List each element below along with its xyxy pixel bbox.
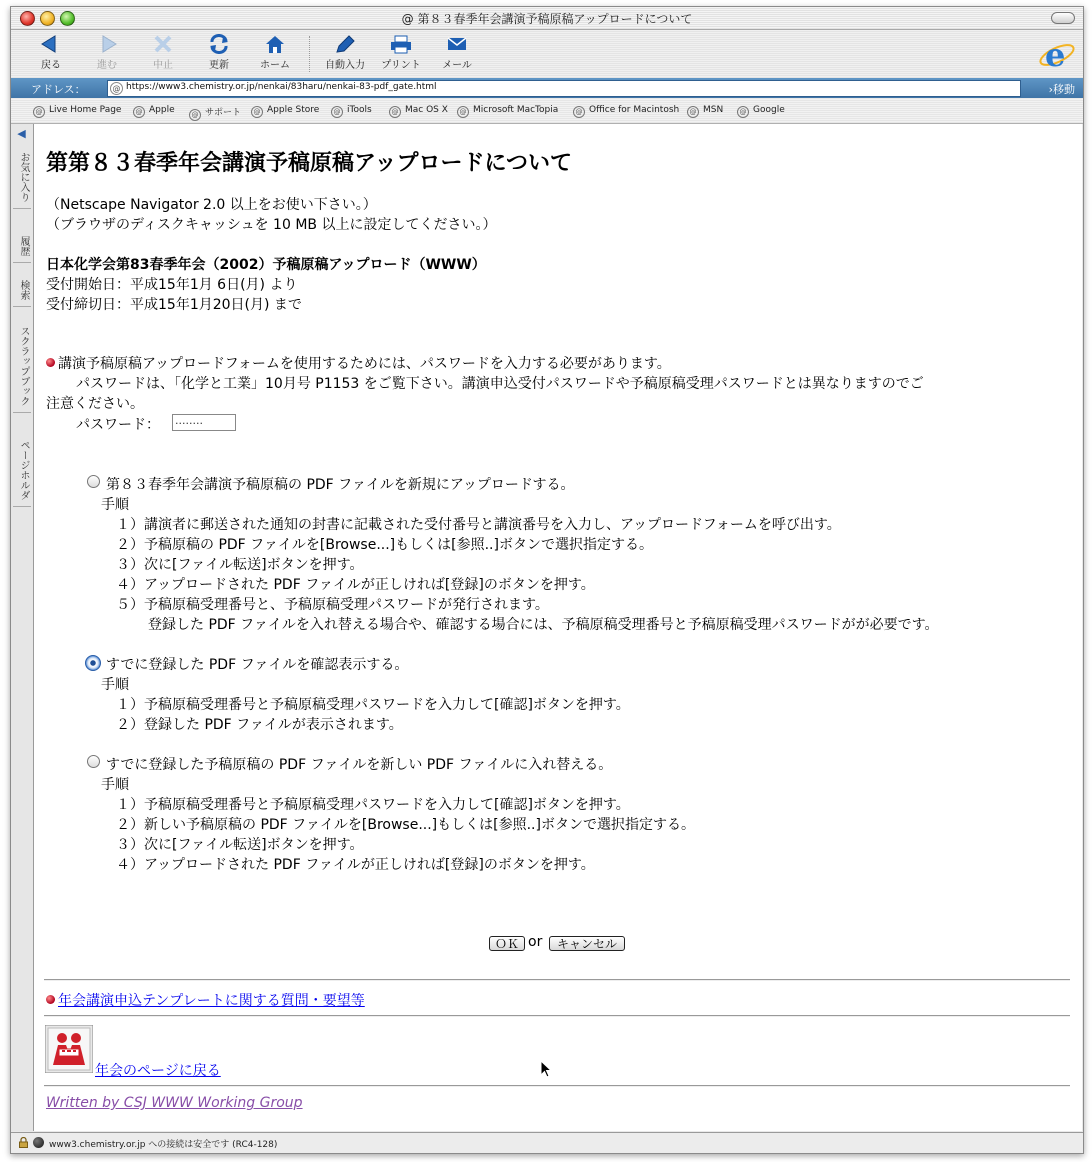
page-title: 第第８３春季年会講演予稿原稿アップロードについて — [46, 151, 573, 176]
autofill-button[interactable] — [315, 34, 375, 71]
password-detail: パスワードは、「化学と工業」10月号 P1153 をご覧下さい。講演申込受付パスワードや予稿原稿受理パスワードとは異なりますのでご — [76, 376, 924, 392]
option3-steps-title: 手順 — [101, 777, 129, 793]
forward-button[interactable] — [77, 34, 137, 71]
favorite-item[interactable] — [687, 105, 723, 118]
refresh-icon — [207, 34, 231, 54]
favorite-item[interactable] — [33, 105, 121, 118]
favorite-page-icon: @ — [389, 106, 401, 118]
status-bar — [11, 1132, 1083, 1154]
home-icon — [263, 34, 287, 54]
favorite-label: Apple — [149, 105, 175, 115]
option2-step: ２）登録した PDF ファイルが表示されます。 — [116, 717, 403, 733]
option3-step: ４）アップロードされた PDF ファイルが正しければ[登録]のボタンを押す。 — [116, 857, 595, 873]
option-replace-file-label[interactable]: すでに登録した予稿原稿の PDF ファイルを新しい PDF ファイルに入れ替える。 — [106, 757, 613, 773]
title-bar[interactable] — [11, 7, 1083, 30]
ok-button[interactable]: ＯＫ — [489, 936, 525, 951]
refresh-button[interactable] — [189, 34, 249, 71]
favorite-item[interactable] — [457, 105, 558, 118]
sidebar-tab-history[interactable]: 履歴 — [13, 236, 31, 263]
address-input[interactable] — [107, 80, 1021, 97]
footer-item — [46, 1095, 303, 1111]
favorite-item[interactable] — [331, 105, 372, 118]
back-to-meeting-item — [95, 1060, 221, 1080]
favorite-page-icon: @ — [33, 106, 45, 118]
password-intro-text: 講演予稿原稿アップロードフォームを使用するためには、パスワードを入力する必要があります。 — [58, 356, 671, 372]
refresh-label: 更新 — [209, 60, 229, 71]
csj-logo-icon[interactable] — [45, 1025, 93, 1073]
cache-note: （ブラウザのディスクキャッシュを 10 MB 以上に設定してください。） — [46, 217, 497, 233]
address-url[interactable]: https://www3.chemistry.or.jp/nenkai/83haru/nenkai-83-pdf_gate.html — [126, 82, 437, 92]
go-arrow-icon: › — [1048, 83, 1053, 96]
favorite-item[interactable] — [189, 105, 241, 121]
password-intro — [46, 353, 671, 373]
option1-step: ２）予稿原稿の PDF ファイルを[Browse...]もしくは[参照..]ボタンで選択指定する。 — [116, 537, 653, 553]
address-label: アドレス： — [31, 83, 86, 96]
internet-explorer-logo-icon — [1037, 34, 1077, 74]
forward-label: 進む — [97, 60, 117, 71]
favorite-item[interactable] — [389, 105, 448, 118]
favorite-page-icon: @ — [687, 106, 699, 118]
back-button[interactable] — [21, 34, 81, 71]
window-title: @ 第８３春季年会講演予稿原稿アップロードについて — [401, 12, 693, 26]
status-text: www3.chemistry.or.jp への接続は安全です (RC4-128) — [49, 1140, 278, 1150]
favorite-item[interactable] — [133, 105, 175, 118]
start-date: 受付開始日：平成15年1月 6日(月) より — [46, 277, 298, 293]
explorer-sidebar — [11, 124, 34, 1131]
autofill-pen-icon — [333, 34, 357, 54]
favorite-page-icon: @ — [331, 106, 343, 118]
print-label: プリント — [381, 60, 421, 71]
sidebar-tab-scrapbook[interactable]: スクラップブック — [13, 326, 31, 413]
radio-replace-file[interactable] — [87, 755, 100, 768]
password-detail-cont: 注意ください。 — [46, 396, 144, 412]
option1-step: ５）予稿原稿受理番号と、予稿原稿受理パスワードが発行されます。 — [116, 597, 549, 613]
option3-step: １）予稿原稿受理番号と予稿原稿受理パスワードを入力して[確認]ボタンを押す。 — [116, 797, 630, 813]
option1-step-extra: 登録した PDF ファイルを入れ替える場合や、確認する場合には、予稿原稿受理番号と予稿原稿受理パスワードがが必要です。 — [148, 617, 939, 633]
sidebar-tab-page-holder[interactable]: ページホルダ — [13, 440, 31, 507]
mouse-cursor-icon — [540, 1060, 552, 1078]
favorite-label: Microsoft MacTopia — [473, 105, 559, 115]
sidebar-tab-search[interactable]: 検索 — [13, 280, 31, 307]
option3-step: ２）新しい予稿原稿の PDF ファイルを[Browse...]もしくは[参照..]ボタンで選択指定する。 — [116, 817, 695, 833]
mail-label: メール — [442, 60, 472, 71]
autofill-label: 自動入力 — [325, 60, 365, 71]
sidebar-tab-favorites[interactable]: お気に入り — [13, 152, 31, 209]
favorite-item[interactable] — [251, 105, 319, 118]
mail-envelope-icon — [445, 34, 469, 54]
favorite-label: iTools — [347, 105, 372, 115]
option-new-upload-label[interactable]: 第８３春季年会講演予稿原稿の PDF ファイルを新規にアップロードする。 — [106, 477, 575, 493]
favorite-page-icon: @ — [737, 106, 749, 118]
favorite-label: Google — [753, 105, 785, 115]
globe-icon — [33, 1137, 44, 1148]
favorite-label: サポート — [205, 108, 242, 118]
page-content — [34, 124, 1082, 1131]
favorite-page-icon: @ — [251, 106, 263, 118]
radio-new-upload[interactable] — [87, 475, 100, 488]
mail-button[interactable] — [427, 34, 487, 71]
faq-link[interactable]: 年会講演申込テンプレートに関する質問・要望等 — [58, 993, 365, 1009]
toolbar — [11, 30, 1083, 78]
upload-subtitle: 日本化学会第83春季年会（2002）予稿原稿アップロード（WWW） — [46, 257, 486, 273]
favorites-bar — [11, 99, 1083, 124]
favorite-label: Office for Macintosh — [589, 105, 680, 115]
back-to-meeting-link[interactable]: 年会のページに戻る — [95, 1063, 221, 1079]
favorite-page-icon: @ — [133, 106, 145, 118]
forward-arrow-icon — [95, 34, 119, 54]
or-text: or — [528, 934, 543, 950]
favorite-label: Apple Store — [267, 105, 320, 115]
favorite-page-icon: @ — [573, 106, 585, 118]
csj-working-group-link[interactable]: Written by CSJ WWW Working Group — [46, 1095, 303, 1111]
address-bar — [11, 78, 1083, 98]
favorite-item[interactable] — [737, 105, 785, 118]
sidebar-toggle-icon[interactable]: ◀ — [17, 127, 26, 140]
option1-step: １）講演者に郵送された通知の封書に記載された受付番号と講演番号を入力し、アップロードフォームを呼び出す。 — [116, 517, 841, 533]
back-arrow-icon — [39, 34, 63, 54]
printer-icon — [389, 34, 413, 54]
divider — [44, 1015, 1070, 1017]
favorite-page-icon: @ — [457, 106, 469, 118]
svg-text:e: e — [1045, 36, 1066, 74]
option1-step: ３）次に[ファイル転送]ボタンを押す。 — [116, 557, 364, 573]
toolbar-toggle-button[interactable] — [1051, 12, 1075, 24]
divider — [44, 1085, 1070, 1087]
toolbar-separator — [309, 36, 311, 72]
option1-steps-title: 手順 — [101, 497, 129, 513]
favorite-item[interactable] — [573, 105, 679, 118]
divider — [44, 979, 1070, 981]
stop-x-icon — [151, 34, 175, 54]
stop-label: 中止 — [153, 60, 173, 71]
password-input[interactable]: ········ — [172, 414, 236, 431]
browser-window — [10, 6, 1084, 1154]
page-icon: @ — [110, 82, 123, 95]
back-label: 戻る — [41, 60, 61, 71]
favorite-label: Mac OS X — [405, 105, 448, 115]
favorite-label: Live Home Page — [49, 105, 122, 115]
password-label: パスワード： — [76, 417, 160, 433]
option2-step: １）予稿原稿受理番号と予稿原稿受理パスワードを入力して[確認]ボタンを押す。 — [116, 697, 630, 713]
radio-confirm-view[interactable] — [85, 655, 101, 671]
option1-step: ４）アップロードされた PDF ファイルが正しければ[登録]のボタンを押す。 — [116, 577, 595, 593]
browser-note: （Netscape Navigator 2.0 以上をお使い下さい。） — [46, 197, 377, 213]
go-button[interactable] — [1049, 81, 1075, 97]
faq-item — [46, 990, 365, 1010]
favorite-label: MSN — [703, 105, 724, 115]
go-label: 移動 — [1053, 83, 1075, 96]
bullet-icon — [46, 995, 55, 1004]
home-label: ホーム — [260, 60, 290, 71]
favorite-page-icon: @ — [189, 109, 201, 121]
option-confirm-view-label[interactable]: すでに登録した PDF ファイルを確認表示する。 — [106, 657, 409, 673]
lock-icon — [19, 1137, 28, 1148]
option2-steps-title: 手順 — [101, 677, 129, 693]
bullet-icon — [46, 358, 55, 367]
home-button[interactable] — [245, 34, 305, 71]
print-button[interactable] — [371, 34, 431, 71]
cancel-button[interactable]: キャンセル — [549, 936, 625, 951]
end-date: 受付締切日：平成15年1月20日(月) まで — [46, 297, 302, 313]
stop-button[interactable] — [133, 34, 193, 71]
option3-step: ３）次に[ファイル転送]ボタンを押す。 — [116, 837, 364, 853]
